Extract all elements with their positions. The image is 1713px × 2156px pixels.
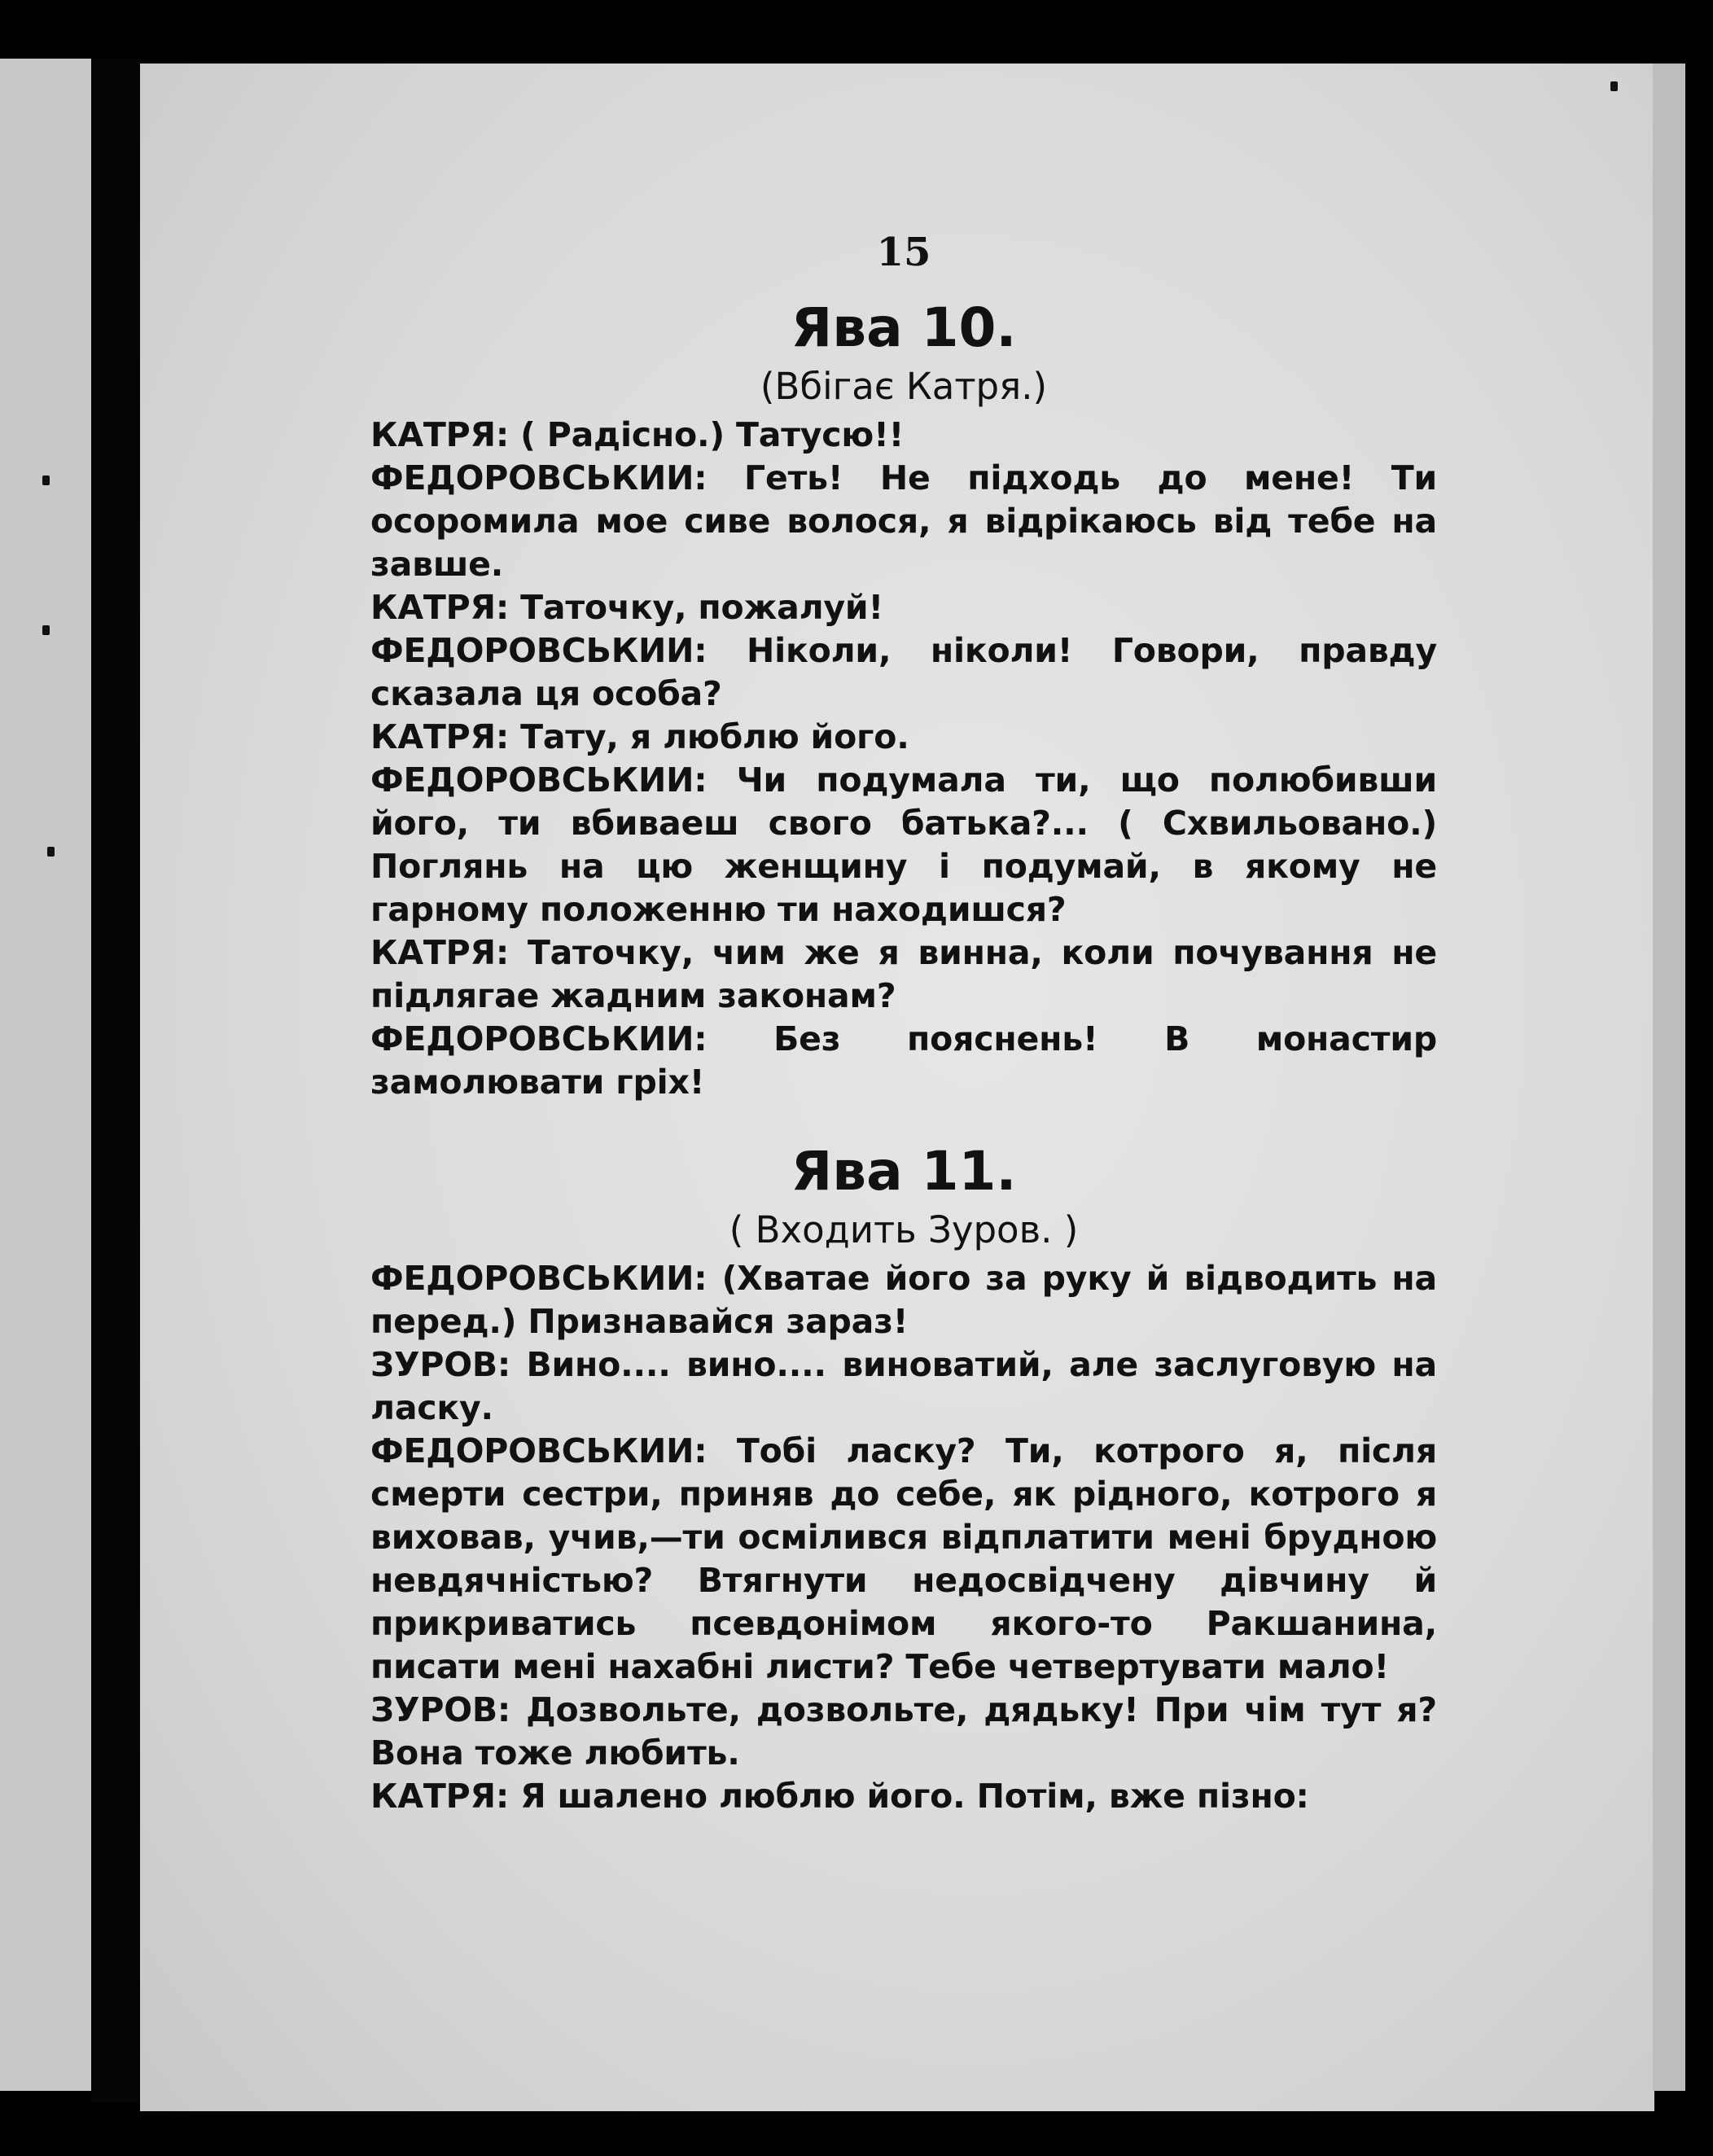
speaker-name: ФЕДОРОВСЬКИИ:: [370, 631, 708, 670]
speaker-name: ФЕДОРОВСЬКИИ:: [370, 458, 708, 497]
margin-mark: [42, 475, 50, 485]
page-text: [370, 220, 1437, 1818]
dialogue-text: Таточку, чим же я винна, коли почування не підлягае жадним законам?: [370, 933, 1437, 1015]
section-gap: [370, 1104, 1437, 1138]
dialogue-line: [370, 586, 1437, 629]
dialogue-line: [370, 1775, 1437, 1818]
left-page-edge: [0, 59, 91, 2091]
dialogue-line: [370, 716, 1437, 759]
speaker-name: КАТРЯ:: [370, 717, 510, 756]
stage-direction: ( Входить Зуров. ): [729, 1208, 1079, 1251]
speaker-name: ФЕДОРОВСЬКИИ:: [370, 1019, 708, 1058]
dialogue-text: Дозвольте, дозвольте, дядьку! При чім тут я? Вона тоже любить.: [370, 1690, 1437, 1773]
dialogue-line: [370, 1689, 1437, 1775]
margin-mark: [42, 625, 50, 635]
dialogue-line: [370, 1257, 1437, 1343]
speaker-name: ФЕДОРОВСЬКИИ:: [370, 1259, 708, 1298]
scene-title: Ява 11.: [791, 1140, 1017, 1203]
speaker-name: КАТРЯ:: [370, 415, 510, 454]
dialogue-text: Тату, я люблю його.: [509, 717, 909, 756]
dialogue-line: [370, 1343, 1437, 1430]
dialogue-text: Я шалено люблю його. Потім, вже пізно:: [509, 1777, 1309, 1816]
dialogue-line: [370, 414, 1437, 457]
dialogue-text: Без пояснень! В монастир замолювати гріх!: [370, 1019, 1437, 1102]
dialogue-line: [370, 759, 1437, 931]
dialogue-line: [370, 1018, 1437, 1104]
dialogue-text: Вино.... вино.... виноватий, але заслуговую на ласку.: [370, 1345, 1437, 1427]
dialogue-text: Чи подумала ти, що полюбивши його, ти вбиваеш свого батька?... ( Схвильовано.) Поглянь на цю женщину і подумай, в якому не гарному положенню ти находишся?: [370, 760, 1437, 929]
book-spine: [91, 59, 140, 2102]
right-page-edge: [1653, 64, 1685, 2091]
dialogue-line: [370, 931, 1437, 1018]
speaker-name: ЗУРОВ:: [370, 1690, 511, 1729]
dialogue-text: Таточку, пожалуй!: [509, 588, 883, 627]
speaker-name: ФЕДОРОВСЬКИИ:: [370, 760, 708, 800]
speaker-name: КАТРЯ:: [370, 1777, 510, 1816]
dialogue-text: Геть! Не підходь до мене! Ти осоромила мое сиве волося, я відрікаюсь від тебе на завше.: [370, 458, 1437, 584]
margin-mark: [1610, 81, 1618, 91]
dialogue-text: ( Радісно.) Татусю!!: [509, 415, 905, 454]
dialogue-line: [370, 1430, 1437, 1689]
dialogue-text: Ніколи, ніколи! Говори, правду сказала ця особа?: [370, 631, 1437, 713]
speaker-name: ФЕДОРОВСЬКИИ:: [370, 1431, 708, 1470]
scene-title: Ява 10.: [791, 296, 1017, 359]
speaker-name: КАТРЯ:: [370, 588, 510, 627]
speaker-name: ЗУРОВ:: [370, 1345, 511, 1384]
margin-mark: [47, 847, 55, 857]
speaker-name: КАТРЯ:: [370, 933, 510, 972]
page-number: 15: [876, 230, 931, 275]
stage-direction: (Вбігає Катря.): [760, 365, 1048, 408]
dialogue-text: (Хватае його за руку й відводить на перед.) Признавайся зараз!: [370, 1259, 1437, 1341]
dialogue-line: [370, 629, 1437, 716]
dialogue-line: [370, 457, 1437, 586]
dialogue-text: Тобі ласку? Ти, котрого я, після смерти сестри, приняв до себе, як рідного, котрого я виховав, учив,—ти осмілився відплатити мені брудною невдячністью? Втягнути недосвідчену дівчину й прикриватись псевдонімом якого-то Ракшанина, писати мені нахабні листи? Тебе четвертувати мало!: [370, 1431, 1437, 1686]
